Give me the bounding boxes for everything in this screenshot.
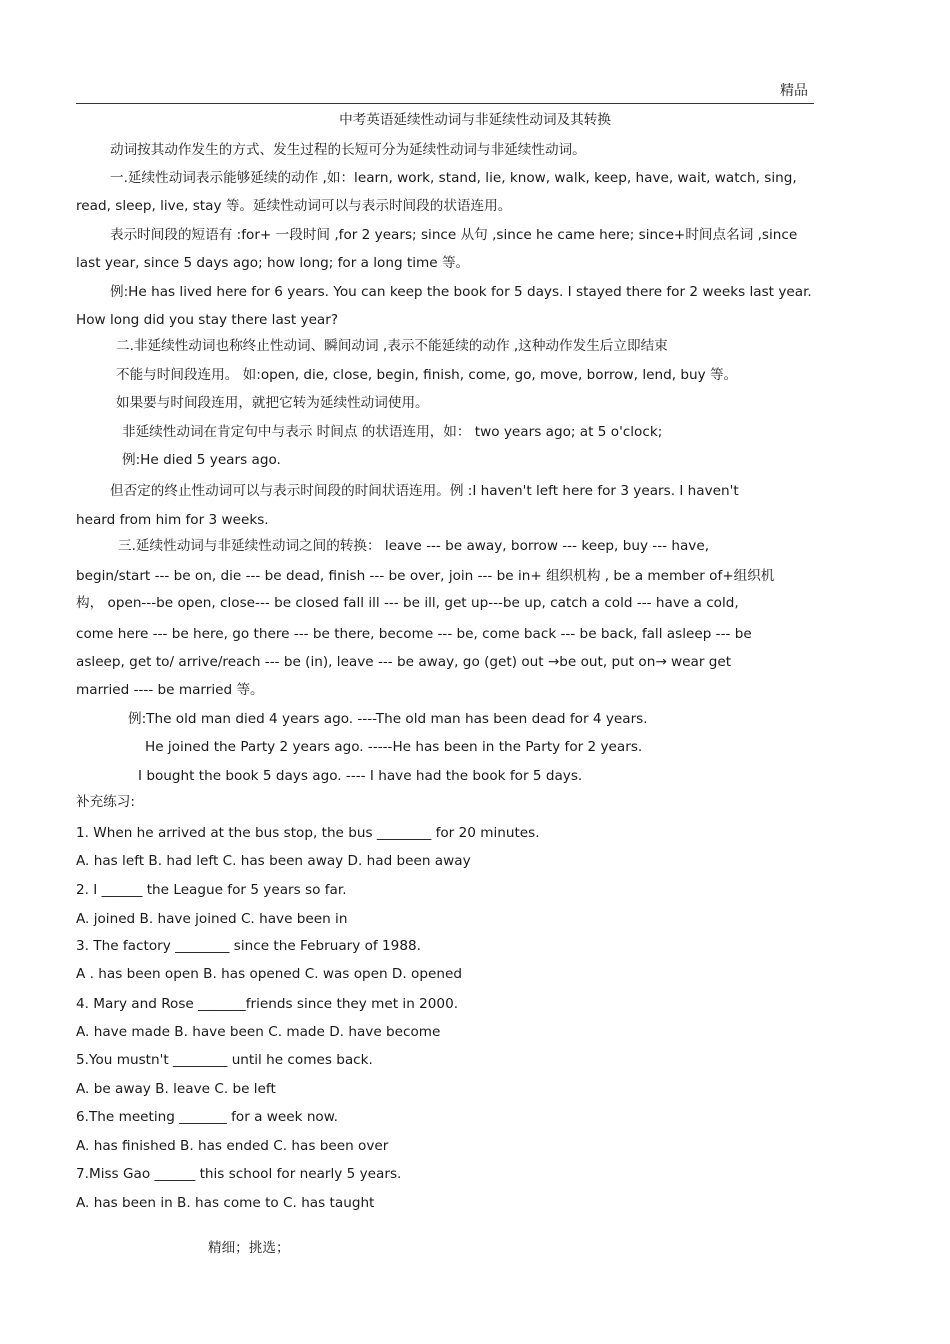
example-line: He joined the Party 2 years ago. -----He has been in the Party for 2 years. bbox=[145, 739, 643, 755]
exercise-question: 5.You mustn't ________ until he comes back. bbox=[76, 1052, 373, 1068]
paragraph-line: 非延续性动词在肯定句中与表示 时间点 的状语连用，如： two years ago; at 5 o'clock; bbox=[122, 424, 663, 440]
exercise-question: 1. When he arrived at the bus stop, the bus ________ for 20 minutes. bbox=[76, 825, 540, 841]
paragraph-line: heard from him for 3 weeks. bbox=[76, 512, 269, 528]
exercise-options: A. has finished B. has ended C. has been over bbox=[76, 1138, 389, 1154]
exercise-question: 2. I ______ the League for 5 years so far. bbox=[76, 882, 347, 898]
exercise-question: 7.Miss Gao ______ this school for nearly 5 years. bbox=[76, 1166, 402, 1182]
paragraph-line: come here --- be here, go there --- be there, become --- be, come back --- be back, fall asleep --- be bbox=[76, 626, 752, 642]
header-rule bbox=[76, 103, 814, 104]
paragraph-line: last year, since 5 days ago; how long; for a long time 等。 bbox=[76, 255, 470, 271]
exercise-options: A. has been in B. has come to C. has taught bbox=[76, 1195, 375, 1211]
paragraph-line: 表示时间段的短语有 :for+ 一段时间 ,for 2 years; since 从句 ,since he came here; since+时间点名词 ,since bbox=[110, 227, 798, 243]
paragraph-line: 构， open---be open, close--- be closed fall ill --- be ill, get up---be up, catch a cold --- have a cold, bbox=[76, 595, 739, 611]
paragraph-line: 三.延续性动词与非延续性动词之间的转换： leave --- be away, borrow --- keep, buy --- have, bbox=[118, 538, 710, 554]
document-title: 中考英语延续性动词与非延续性动词及其转换 bbox=[339, 112, 611, 128]
example-line: 例:The old man died 4 years ago. ----The old man has been dead for 4 years. bbox=[128, 711, 648, 727]
exercise-options: A. be away B. leave C. be left bbox=[76, 1081, 276, 1097]
exercise-options: A. joined B. have joined C. have been in bbox=[76, 911, 348, 927]
example-line: I bought the book 5 days ago. ---- I have had the book for 5 days. bbox=[138, 768, 583, 784]
paragraph-line: 例:He has lived here for 6 years. You can keep the book for 5 days. I stayed there for 2 weeks last year. bbox=[110, 284, 812, 300]
exercise-question: 6.The meeting _______ for a week now. bbox=[76, 1109, 338, 1125]
paragraph-line: 一.延续性动词表示能够延续的动作 ,如：learn, work, stand, lie, know, walk, keep, have, wait, watch, sing, bbox=[110, 170, 797, 186]
section-heading: 补充练习: bbox=[76, 794, 135, 810]
exercise-options: A. has left B. had left C. has been away D. had been away bbox=[76, 853, 471, 869]
paragraph-line: 二.非延续性动词也称终止性动词、瞬间动词 ,表示不能延续的动作 ,这种动作发生后立即结束 bbox=[116, 338, 668, 354]
exercise-options: A. have made B. have been C. made D. have become bbox=[76, 1024, 441, 1040]
paragraph-line: begin/start --- be on, die --- be dead, finish --- be over, join --- be in+ 组织机构 , be a member of+组织机 bbox=[76, 568, 775, 584]
paragraph-line: 但否定的终止性动词可以与表示时间段的时间状语连用。例 :I haven't left here for 3 years. I haven't bbox=[110, 483, 739, 499]
paragraph-line: married ---- be married 等。 bbox=[76, 682, 264, 698]
paragraph-line: 例:He died 5 years ago. bbox=[122, 452, 281, 468]
paragraph-line: read, sleep, live, stay 等。延续性动词可以与表示时间段的状语连用。 bbox=[76, 198, 512, 214]
exercise-question: 4. Mary and Rose _______friends since they met in 2000. bbox=[76, 996, 459, 1012]
paragraph-line: 动词按其动作发生的方式、发生过程的长短可分为延续性动词与非延续性动词。 bbox=[110, 142, 586, 158]
paragraph-line: 如果要与时间段连用，就把它转为延续性动词使用。 bbox=[116, 395, 429, 411]
exercise-question: 3. The factory ________ since the February of 1988. bbox=[76, 938, 421, 954]
exercise-options: A . has been open B. has opened C. was open D. opened bbox=[76, 966, 462, 982]
header-mark: 精品 bbox=[780, 83, 808, 99]
paragraph-line: How long did you stay there last year? bbox=[76, 312, 339, 328]
footer-note: 精细；挑选； bbox=[208, 1240, 290, 1256]
paragraph-line: asleep, get to/ arrive/reach --- be (in), leave --- be away, go (get) out →be out, put on→ wear get bbox=[76, 654, 732, 670]
paragraph-line: 不能与时间段连用。 如:open, die, close, begin, finish, come, go, move, borrow, lend, buy 等。 bbox=[116, 367, 738, 383]
